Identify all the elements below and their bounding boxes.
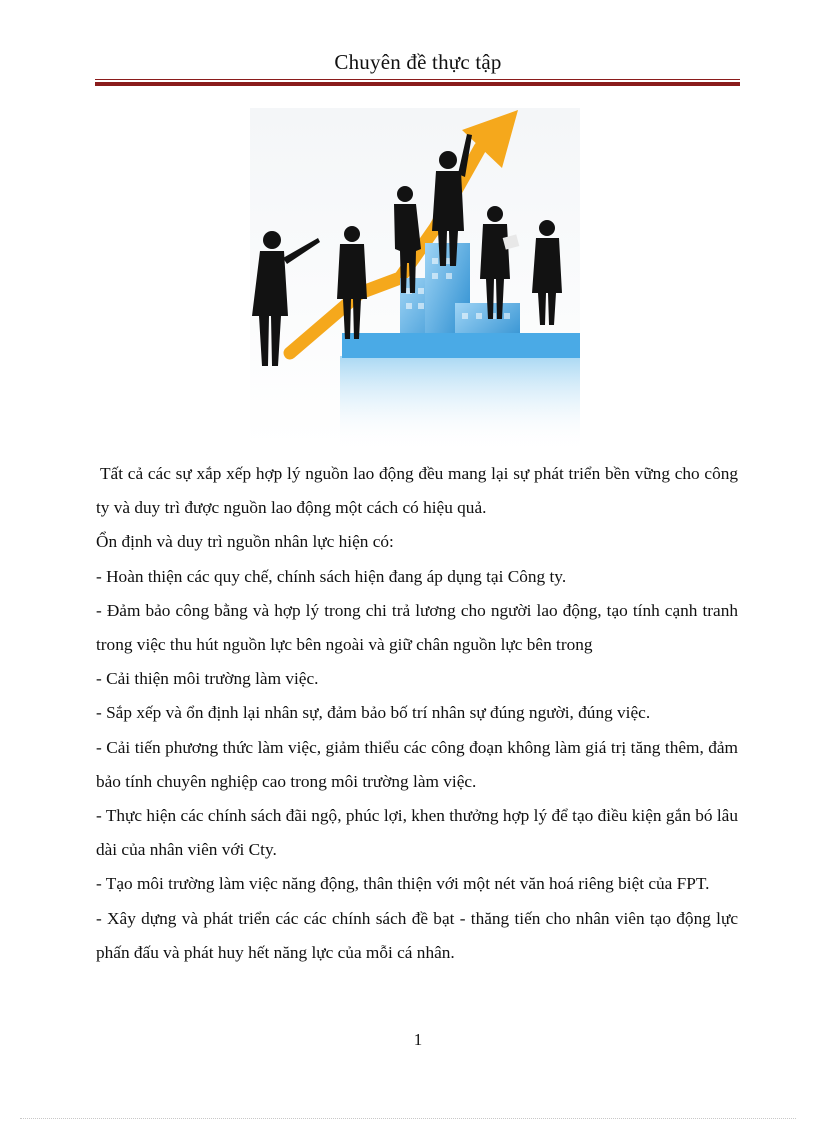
body-text bbox=[96, 457, 738, 970]
header-rule-thin bbox=[95, 79, 740, 80]
business-growth-illustration-icon bbox=[250, 108, 580, 448]
list-item: - Sắp xếp và ổn định lại nhân sự, đảm bảo bố trí nhân sự đúng người, đúng việc. bbox=[96, 703, 651, 723]
list-item: - Xây dựng và phát triển các các chính sách đề bạt - thăng tiến cho nhân viên tạo động lực phấn đấu và phát huy hết năng lực của mỗi cá nhân. bbox=[96, 908, 738, 962]
list-item: - Tạo môi trường làm việc năng động, thân thiện với một nét văn hoá riêng biệt của FPT. bbox=[96, 874, 710, 894]
paragraph-intro: Tất cả các sự xắp xếp hợp lý nguồn lao động đều mang lại sự phát triển bền vững cho công ty và duy trì được nguồn lao động một cách có hiệu quả. bbox=[96, 464, 738, 518]
paragraph-section-heading: Ổn định và duy trì nguồn nhân lực hiện có: bbox=[96, 532, 394, 552]
page-bottom-divider bbox=[20, 1118, 796, 1119]
list-item: - Đảm bảo công bằng và hợp lý trong chi trả lương cho người lao động, tạo tính cạnh tranh trong việc thu hút nguồn lực bên ngoài và giữ chân nguồn lực bên trong bbox=[96, 600, 738, 655]
list-item: - Hoàn thiện các quy chế, chính sách hiện đang áp dụng tại Công ty. bbox=[96, 566, 567, 586]
header-rule-thick bbox=[95, 82, 740, 86]
list-item: - Thực hiện các chính sách đãi ngộ, phúc lợi, khen thưởng hợp lý để tạo điều kiện gắn bó lâu dài của nhân viên với Cty. bbox=[96, 806, 738, 860]
page-header-title: Chuyên đề thực tập bbox=[334, 50, 502, 74]
page-number: 1 bbox=[413, 1030, 423, 1049]
list-item: - Cải tiến phương thức làm việc, giảm thiểu các công đoạn không làm giá trị tăng thêm, đảm bảo tính chuyên nghiệp cao trong môi trường làm việc. bbox=[96, 737, 738, 791]
list-item: - Cải thiện môi trường làm việc. bbox=[96, 669, 319, 689]
